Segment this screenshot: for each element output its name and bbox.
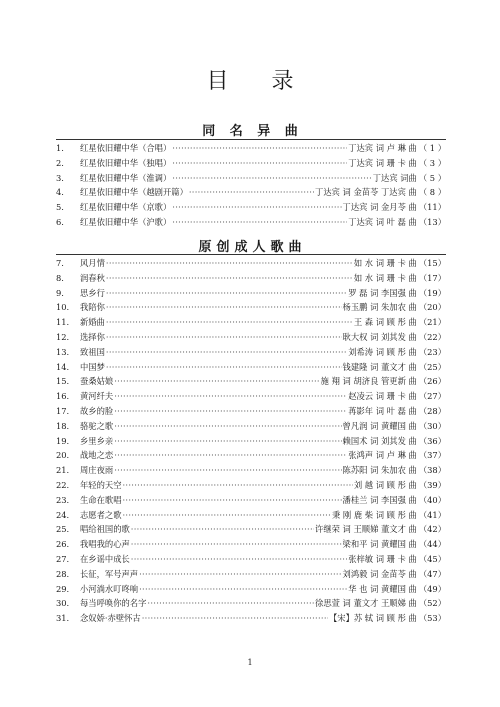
entry-number: 6. bbox=[56, 216, 64, 227]
entry-credits: 秉 刚 鹿 柴 词 顾 彤 曲 bbox=[332, 509, 417, 520]
dot-leader bbox=[147, 596, 314, 611]
entry-title: 中国梦 bbox=[80, 361, 105, 372]
entry-page: （42） bbox=[418, 524, 446, 535]
entry-title: 红星依旧耀中华（合唱） bbox=[80, 143, 172, 153]
entry-number: 26. bbox=[56, 539, 70, 550]
toc-entry[interactable] bbox=[56, 389, 446, 404]
entry-title: 在乡谣中成长 bbox=[80, 553, 130, 564]
entry-page: （19） bbox=[418, 287, 446, 298]
entry-credits: 丁达宾 词曲 bbox=[372, 172, 417, 183]
toc-entry[interactable] bbox=[56, 478, 446, 493]
entry-credits: 杨玉鹏 词 朱加农 曲 bbox=[342, 302, 417, 313]
entry-credits: 钱建隆 词 董文才 曲 bbox=[342, 361, 417, 372]
entry-number: 12. bbox=[56, 331, 70, 342]
dot-leader bbox=[142, 611, 328, 626]
dot-leader bbox=[106, 300, 342, 315]
entry-credits: 张梓敏 词 珊 卡 曲 bbox=[348, 553, 417, 564]
entry-credits: 丁达宾 词 珊 卡 曲 bbox=[348, 157, 417, 168]
toc-list-original-songs bbox=[56, 256, 446, 626]
dot-leader bbox=[114, 448, 347, 463]
entry-credits: 潘桂兰 词 李国强 曲 bbox=[342, 494, 417, 505]
entry-number: 13. bbox=[56, 346, 70, 357]
entry-page: （26） bbox=[418, 376, 446, 387]
toc-entry[interactable] bbox=[56, 185, 446, 200]
entry-credits: 陈苏阳 词 朱加农 曲 bbox=[342, 465, 417, 476]
toc-list-same-name bbox=[56, 141, 446, 230]
toc-entry[interactable] bbox=[56, 582, 446, 597]
toc-entry[interactable] bbox=[56, 345, 446, 360]
entry-credits: 梁和平 词 黄耀国 曲 bbox=[342, 539, 417, 550]
entry-title: 新婚曲 bbox=[80, 317, 105, 328]
dot-leader bbox=[114, 419, 341, 434]
dot-leader bbox=[131, 522, 314, 537]
entry-title: 念奴娇·赤壁怀古 bbox=[80, 613, 141, 624]
entry-page: （44） bbox=[418, 539, 446, 550]
entry-credits: 张鸿声 词 卢 琳 曲 bbox=[348, 450, 417, 461]
entry-credits: 曾凡润 词 黄耀国 曲 bbox=[342, 420, 417, 431]
entry-number: 25. bbox=[56, 524, 70, 535]
entry-credits: 赖国术 词 刘其发 曲 bbox=[342, 435, 417, 446]
entry-number: 21. bbox=[56, 465, 70, 476]
entry-credits: 如 水 词 珊 卡 曲 bbox=[353, 272, 417, 283]
toc-entry[interactable] bbox=[56, 141, 446, 156]
entry-page: （ 5 ） bbox=[418, 172, 446, 183]
entry-title: 润春秋 bbox=[80, 272, 105, 283]
entry-number: 3. bbox=[56, 172, 64, 183]
entry-title: 乡里乡亲 bbox=[80, 435, 114, 446]
dot-leader bbox=[189, 185, 314, 200]
entry-number: 30. bbox=[56, 598, 70, 609]
entry-title: 周庄夜雨 bbox=[80, 465, 114, 476]
toc-entry[interactable] bbox=[56, 374, 446, 389]
toc-entry[interactable] bbox=[56, 434, 446, 449]
entry-page: （38） bbox=[418, 465, 446, 476]
entry-credits: 丁达宾 词 卢 琳 曲 bbox=[348, 143, 417, 153]
entry-page: （ 8 ） bbox=[418, 187, 446, 198]
toc-entry[interactable] bbox=[56, 522, 446, 537]
section-rule bbox=[56, 254, 446, 255]
toc-entry[interactable] bbox=[56, 493, 446, 508]
entry-number: 17. bbox=[56, 405, 70, 416]
entry-title: 蚕桑姑娘 bbox=[80, 376, 114, 387]
entry-title: 红星依旧耀中华（沪歌） bbox=[80, 216, 172, 227]
dot-leader bbox=[131, 552, 347, 567]
entry-page: （45） bbox=[418, 553, 446, 564]
entry-page: （23） bbox=[418, 346, 446, 357]
toc-entry[interactable] bbox=[56, 156, 446, 171]
entry-page: （11） bbox=[418, 202, 446, 213]
entry-number: 1. bbox=[56, 143, 64, 153]
entry-title: 黄河纤夫 bbox=[80, 391, 114, 402]
toc-entry[interactable] bbox=[56, 286, 446, 301]
entry-number: 29. bbox=[56, 583, 70, 594]
toc-entry[interactable] bbox=[56, 596, 446, 611]
toc-entry[interactable] bbox=[56, 330, 446, 345]
entry-number: 10. bbox=[56, 302, 70, 313]
toc-entry[interactable] bbox=[56, 215, 446, 230]
entry-credits: 罗 磊 词 李国强 曲 bbox=[348, 287, 417, 298]
entry-page: （17） bbox=[418, 272, 446, 283]
dot-leader bbox=[172, 171, 371, 186]
dot-leader bbox=[106, 315, 353, 330]
entry-credits: 【宋】苏 轼 词 顾 彤 曲 bbox=[328, 613, 417, 624]
entry-number: 28. bbox=[56, 568, 70, 579]
entry-credits: 丁达宾 词 金月苓 曲 bbox=[342, 202, 417, 213]
entry-page: （28） bbox=[418, 405, 446, 416]
dot-leader bbox=[106, 330, 342, 345]
entry-page: （30） bbox=[418, 420, 446, 431]
entry-page: （ 3 ） bbox=[418, 157, 446, 168]
section-heading-same-name: 同 名 异 曲 bbox=[202, 124, 303, 139]
entry-title: 志愿者之歌 bbox=[80, 509, 122, 520]
dot-leader bbox=[106, 360, 342, 375]
entry-title: 故乡的脸 bbox=[80, 405, 114, 416]
entry-credits: 丁达宾 词 叶 磊 曲 bbox=[348, 216, 417, 227]
entry-title: 生命在歌唱 bbox=[80, 494, 122, 505]
entry-number: 24. bbox=[56, 509, 70, 520]
entry-number: 23. bbox=[56, 494, 70, 505]
toc-entry[interactable] bbox=[56, 256, 446, 271]
entry-title: 红星依旧耀中华（京歌） bbox=[80, 202, 172, 213]
dot-leader bbox=[123, 478, 353, 493]
dot-leader bbox=[106, 271, 353, 286]
entry-page: （22） bbox=[418, 331, 446, 342]
entry-number: 14. bbox=[56, 361, 70, 372]
entry-number: 18. bbox=[56, 420, 70, 431]
entry-page: （39） bbox=[418, 479, 446, 490]
entry-page: （36） bbox=[418, 435, 446, 446]
entry-number: 4. bbox=[56, 187, 64, 198]
entry-credits: 苒影年 词 叶 磊 曲 bbox=[348, 405, 417, 416]
dot-leader bbox=[106, 286, 347, 301]
entry-credits: 王 森 词 顾 彤 曲 bbox=[353, 317, 417, 328]
entry-title: 每当呼唤你的名字 bbox=[80, 598, 147, 609]
entry-number: 5. bbox=[56, 202, 64, 213]
entry-page: （21） bbox=[418, 317, 446, 328]
entry-number: 31. bbox=[56, 613, 70, 624]
dot-leader bbox=[172, 141, 347, 156]
entry-number: 2. bbox=[56, 157, 64, 168]
entry-title: 我陪你 bbox=[80, 302, 105, 313]
entry-credits: 施 翔 词 胡济良 管更新 曲 bbox=[320, 376, 417, 387]
toc-entry[interactable] bbox=[56, 448, 446, 463]
entry-credits: 刘 越 词 顾 彤 曲 bbox=[353, 479, 417, 490]
entry-title: 骆驼之歌 bbox=[80, 420, 114, 431]
entry-title: 年轻的天空 bbox=[80, 479, 122, 490]
toc-entry[interactable] bbox=[56, 508, 446, 523]
entry-page: （40） bbox=[418, 494, 446, 505]
entry-title: 我唱我的心声 bbox=[80, 539, 130, 550]
entry-title: 思乡行 bbox=[80, 287, 105, 298]
dot-leader bbox=[131, 537, 342, 552]
entry-page: （15） bbox=[418, 258, 446, 268]
dot-leader bbox=[172, 215, 347, 230]
entry-number: 19. bbox=[56, 435, 70, 446]
page-title: 目 录 bbox=[206, 69, 312, 94]
entry-number: 7. bbox=[56, 258, 64, 268]
entry-page: （37） bbox=[418, 450, 446, 461]
entry-number: 16. bbox=[56, 391, 70, 402]
entry-title: 红星依旧耀中华（淮调） bbox=[80, 172, 172, 183]
entry-page: （27） bbox=[418, 391, 446, 402]
toc-entry[interactable] bbox=[56, 200, 446, 215]
entry-number: 9. bbox=[56, 287, 64, 298]
entry-credits: 赵凌云 词 珊 卡 曲 bbox=[348, 391, 417, 402]
toc-entry[interactable] bbox=[56, 404, 446, 419]
entry-page: （47） bbox=[418, 568, 446, 579]
entry-page: （25） bbox=[418, 361, 446, 372]
entry-page: （20） bbox=[418, 302, 446, 313]
entry-page: （41） bbox=[418, 509, 446, 520]
dot-leader bbox=[106, 256, 353, 271]
dot-leader bbox=[139, 582, 347, 597]
dot-leader bbox=[106, 345, 347, 360]
entry-number: 27. bbox=[56, 553, 70, 564]
entry-page: （13） bbox=[418, 216, 446, 227]
dot-leader bbox=[172, 156, 347, 171]
entry-number: 15. bbox=[56, 376, 70, 387]
entry-title: 红星依旧耀中华（独唱） bbox=[80, 157, 172, 168]
entry-title: 小河淌水叮咚响 bbox=[80, 583, 139, 594]
entry-page: （52） bbox=[418, 598, 446, 609]
entry-title: 战地之恋 bbox=[80, 450, 114, 461]
entry-credits: 徐思萱 词 董文才 王顺娣 曲 bbox=[315, 598, 417, 609]
toc-entry[interactable] bbox=[56, 552, 446, 567]
entry-title: 红星依旧耀中华（越剧开篇） bbox=[80, 187, 188, 198]
entry-title: 唱给祖国的歌 bbox=[80, 524, 130, 535]
dot-leader bbox=[114, 374, 319, 389]
entry-number: 8. bbox=[56, 272, 64, 283]
entry-credits: 许继荣 词 王顺娣 董文才 曲 bbox=[315, 524, 417, 535]
dot-leader bbox=[114, 434, 341, 449]
toc-entry[interactable] bbox=[56, 360, 446, 375]
toc-entry[interactable] bbox=[56, 611, 446, 626]
entry-number: 22. bbox=[56, 479, 70, 490]
toc-entry[interactable] bbox=[56, 171, 446, 186]
dot-leader bbox=[172, 200, 341, 215]
entry-credits: 丁达宾 词 金苗苓 丁达宾 曲 bbox=[315, 187, 417, 198]
toc-entry[interactable] bbox=[56, 300, 446, 315]
toc-entry[interactable] bbox=[56, 419, 446, 434]
entry-title: 致祖国 bbox=[80, 346, 105, 357]
page-number: 1 bbox=[247, 658, 253, 667]
entry-credits: 耿大权 词 刘其发 曲 bbox=[342, 331, 417, 342]
toc-entry[interactable] bbox=[56, 567, 446, 582]
dot-leader bbox=[114, 389, 347, 404]
entry-credits: 华 也 词 黄耀国 曲 bbox=[348, 583, 417, 594]
dot-leader bbox=[139, 567, 341, 582]
toc-entry[interactable] bbox=[56, 271, 446, 286]
toc-entry[interactable] bbox=[56, 315, 446, 330]
entry-credits: 刘鸿毅 词 金苗苓 曲 bbox=[342, 568, 417, 579]
entry-title: 选择你 bbox=[80, 331, 105, 342]
entry-title: 长征，军号声声 bbox=[80, 568, 139, 579]
toc-entry[interactable] bbox=[56, 537, 446, 552]
dot-leader bbox=[114, 404, 347, 419]
section-rule bbox=[56, 139, 446, 140]
entry-number: 20. bbox=[56, 450, 70, 461]
entry-credits: 如 水 词 珊 卡 曲 bbox=[353, 258, 417, 268]
entry-page: （53） bbox=[418, 613, 446, 624]
entry-page: （ 1 ） bbox=[418, 143, 446, 153]
entry-title: 风月情 bbox=[80, 258, 105, 268]
toc-entry[interactable] bbox=[56, 463, 446, 478]
entry-number: 11. bbox=[56, 317, 70, 328]
dot-leader bbox=[114, 463, 341, 478]
dot-leader bbox=[123, 508, 332, 523]
dot-leader bbox=[123, 493, 342, 508]
entry-page: （49） bbox=[418, 583, 446, 594]
entry-credits: 刘希涛 词 顾 彤 曲 bbox=[348, 346, 417, 357]
section-heading-original-songs: 原创成人歌曲 bbox=[198, 240, 307, 255]
